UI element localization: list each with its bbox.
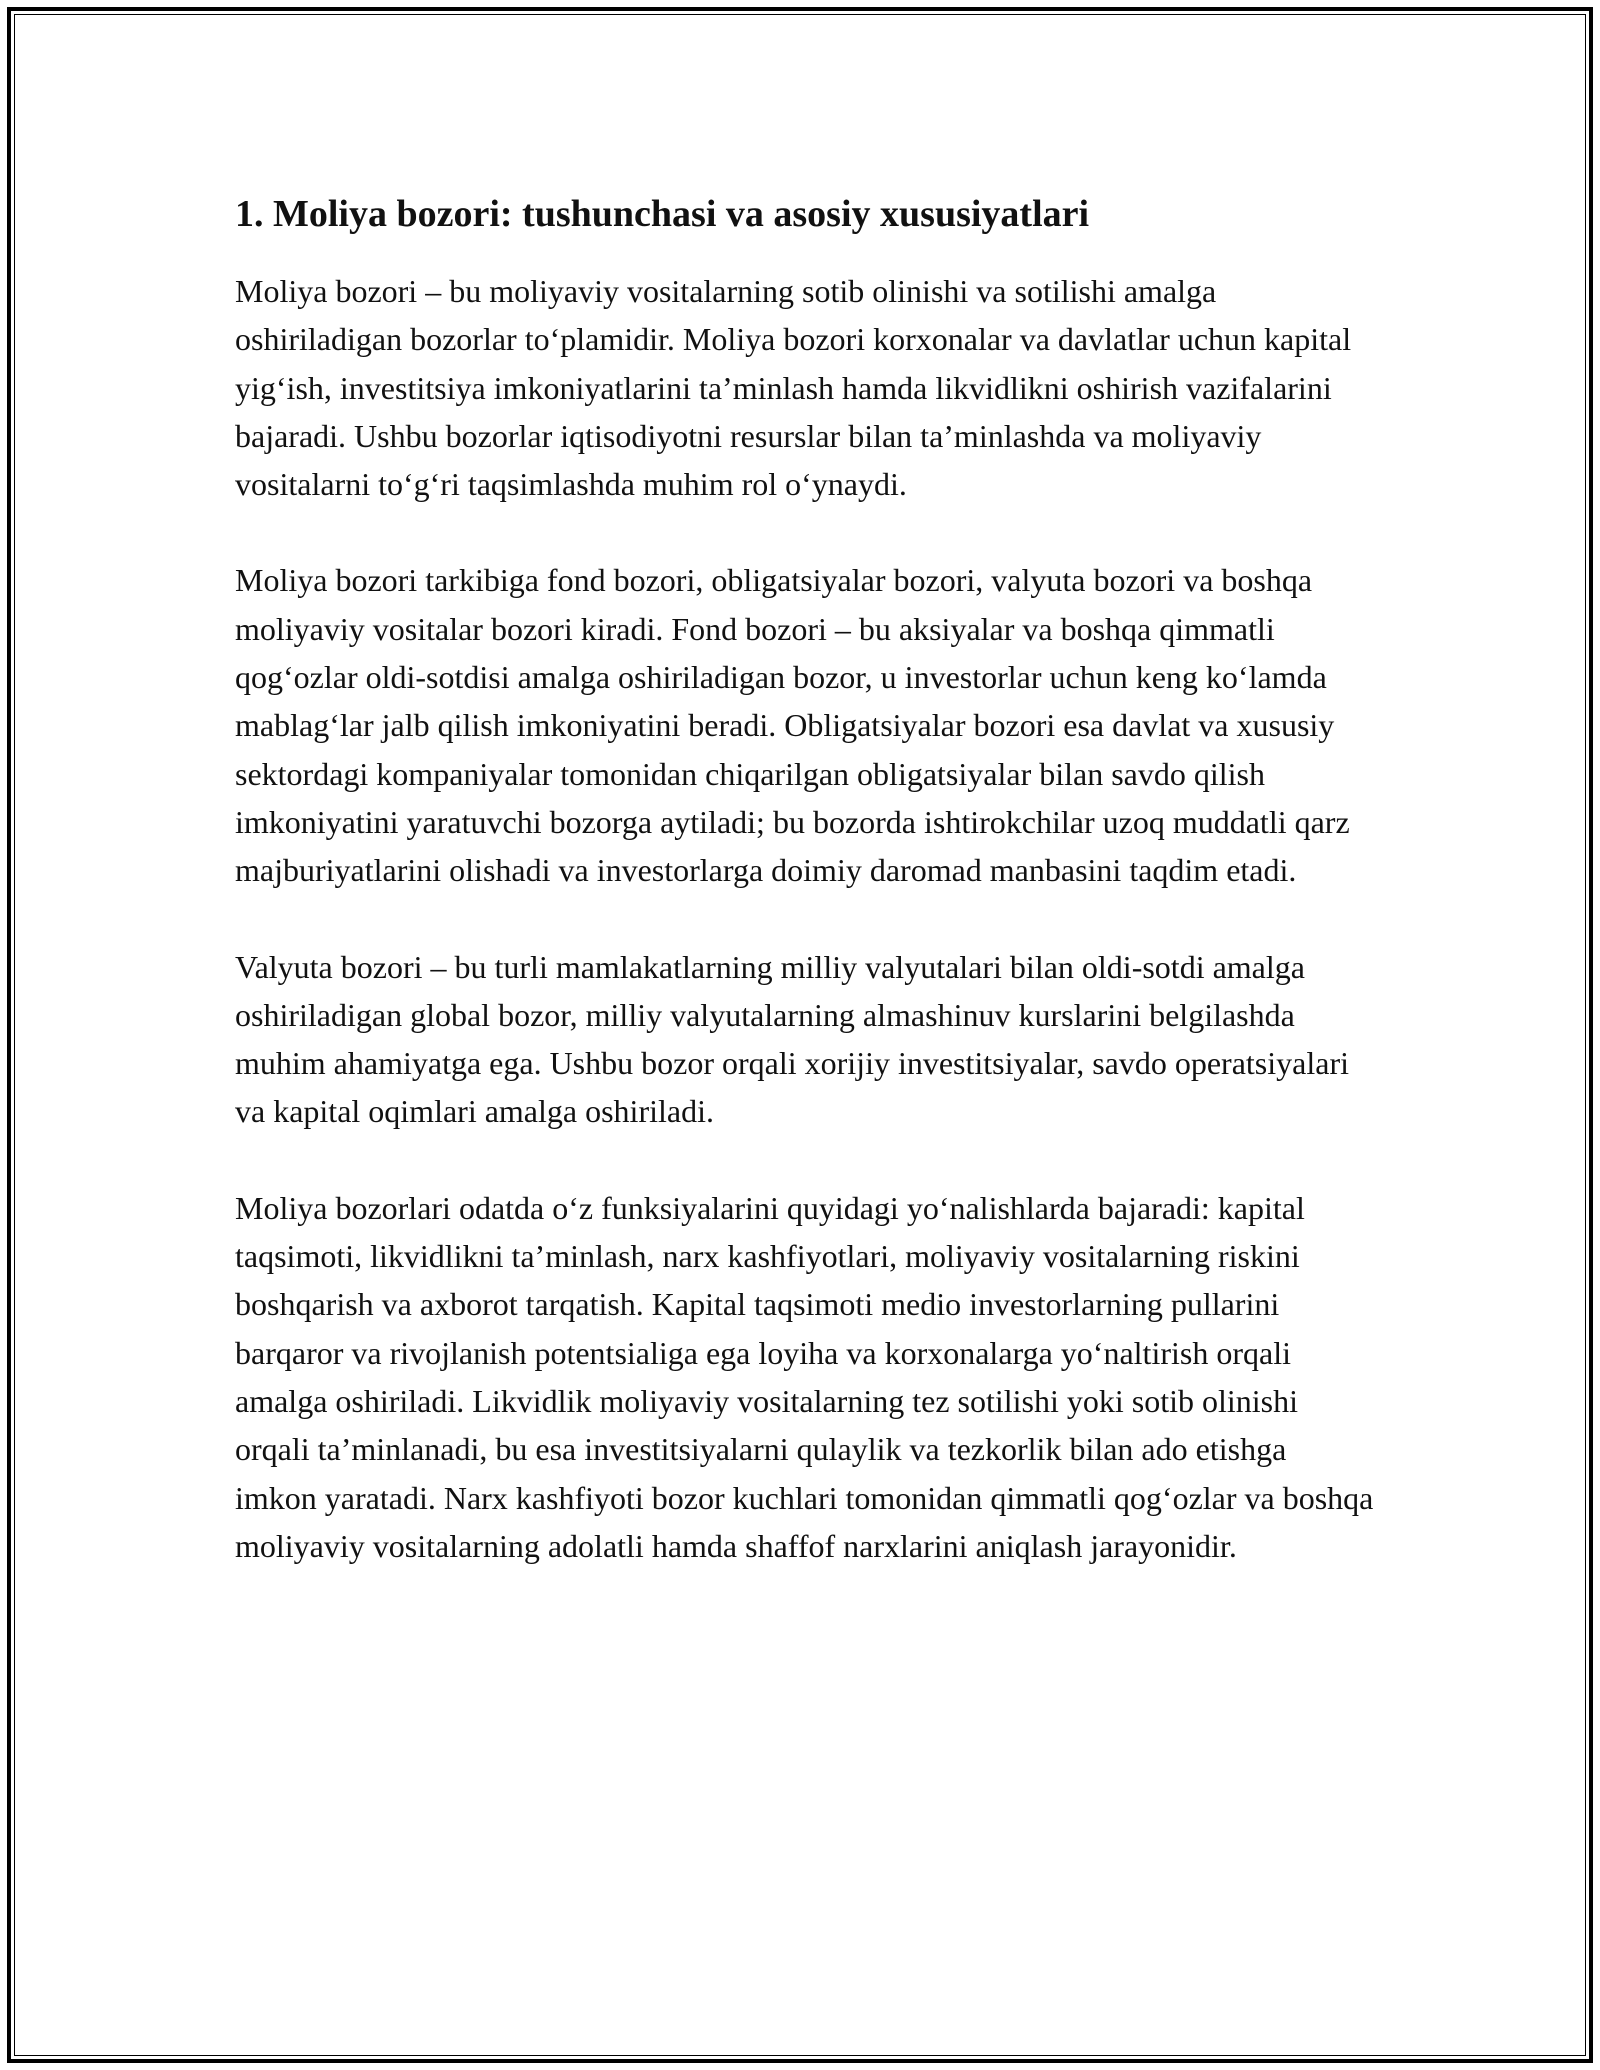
section-heading: 1. Moliya bozori: tushunchasi va asosiy xususiyatlari [235, 193, 1090, 235]
paragraph-definition: Moliya bozori – bu moliyaviy vositalarning sotib olinishi va sotilishi amalga oshiriladigan bozorlar to‘plamidir. Moliya bozori korxonalar va davlatlar uchun kapital yig‘ish, investitsiya imkoniyatlarini ta’minlash hamda likvidlikni oshirish vazifalarini bajaradi. Ushbu bozorlar iqtisodiyotni resurslar bilan ta’minlashda va moliyaviy vositalarni to‘g‘ri taqsimlashda muhim rol o‘ynaydi. [235, 273, 1352, 503]
paragraph-functions: Moliya bozorlari odatda o‘z funksiyalarini quyidagi yo‘nalishlarda bajaradi: kapital taqsimoti, likvidlikni ta’minlash, narx kashfiyotlari, moliyaviy vositalarning riskini boshqarish va axborot tarqatish. Kapital taqsimoti medio investorlarning pullarini barqaror va rivojlanish potentsialiga ega loyiha va korxonalarga yo‘naltirish orqali amalga oshiriladi. Likvidlik moliyaviy vositalarning tez sotilishi yoki sotib olinishi orqali ta’minlanadi, bu esa investitsiyalarni qulaylik va tezkorlik bilan ado etishga imkon yaratadi. Narx kashfiyoti bozor kuchlari tomonidan qimmatli qog‘ozlar va boshqa moliyaviy vositalarning adolatli hamda shaffof narxlarini aniqlash jarayonidir. [235, 1189, 1374, 1564]
paragraph-currency-market: Valyuta bozori – bu turli mamlakatlarning milliy valyutalari bilan oldi-sotdi amalga oshiriladigan global bozor, milliy valyutalarning almashinuv kurslarini belgilashda muhim ahamiyatga ega. Ushbu bozor orqali xorijiy investitsiyalar, savdo operatsiyalari va kapital oqimlari amalga oshiriladi. [235, 948, 1349, 1130]
paragraph-structure: Moliya bozori tarkibiga fond bozori, obligatsiyalar bozori, valyuta bozori va boshqa moliyaviy vositalar bozori kiradi. Fond bozori – bu aksiyalar va boshqa qimmatli qog‘ozlar oldi-sotdisi amalga oshiriladigan bozor, u investorlar uchun keng ko‘lamda mablag‘lar jalb qilish imkoniyatini beradi. Obligatsiyalar bozori esa davlat va xususiy sektordagi kompaniyalar tomonidan chiqarilgan obligatsiyalar bilan savdo qilish imkoniyatini yaratuvchi bozorga aytiladi; bu bozorda ishtirokchilar uzoq muddatli qarz majburiyatlarini olishadi va investorlarga doimiy daromad manbasini taqdim etadi. [235, 562, 1350, 889]
document-body [235, 186, 1375, 1570]
